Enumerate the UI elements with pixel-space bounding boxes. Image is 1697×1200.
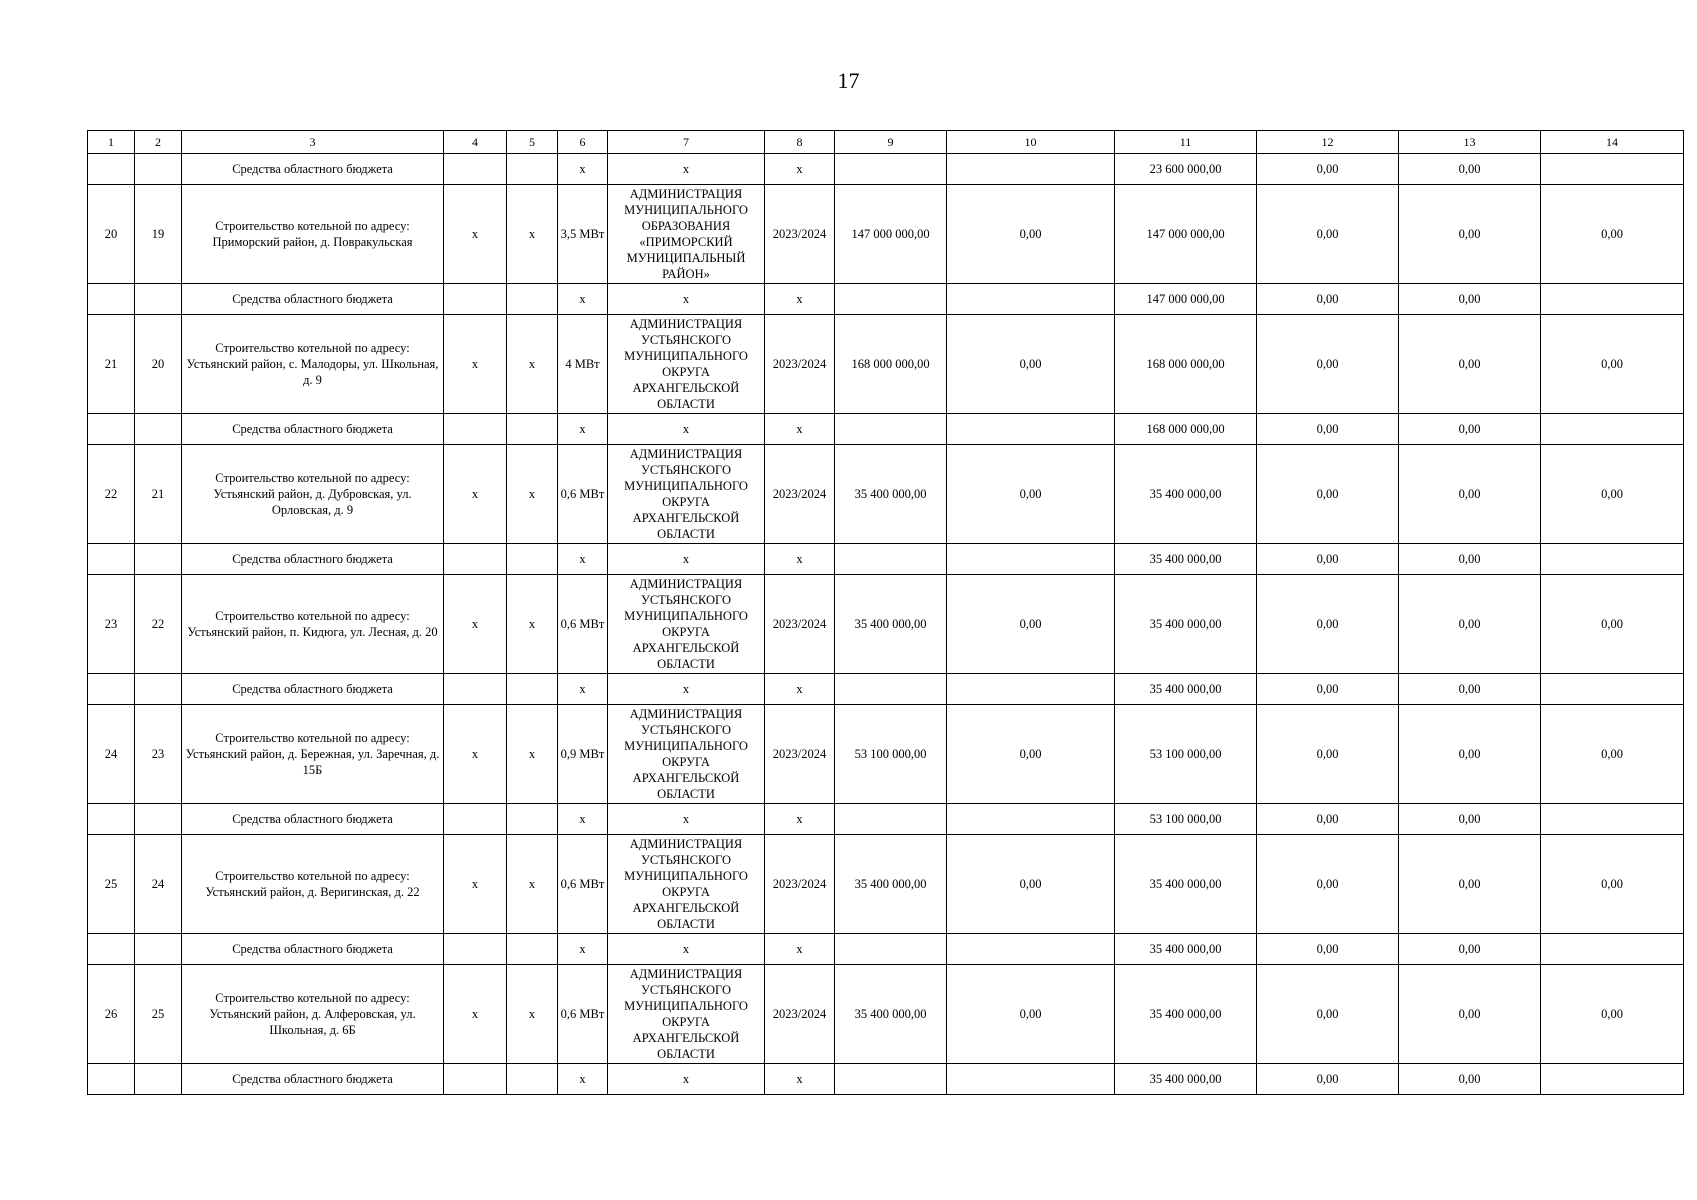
funding-source-name: Средства областного бюджета: [182, 154, 444, 185]
cell: х: [608, 674, 765, 705]
organization: АДМИНИСТРАЦИЯ УСТЬЯНСКОГО МУНИЦИПАЛЬНОГО ОКРУГА АРХАНГЕЛЬСКОЙ ОБЛАСТИ: [608, 705, 765, 804]
object-number: 22: [135, 575, 182, 674]
row-number: 25: [88, 835, 135, 934]
cell: 168 000 000,00: [1115, 414, 1257, 445]
cell: 35 400 000,00: [1115, 934, 1257, 965]
amount: 0,00: [1399, 315, 1541, 414]
amount: 0,00: [947, 445, 1115, 544]
amount: 147 000 000,00: [835, 185, 947, 284]
cell: х: [765, 934, 835, 965]
cell: 53 100 000,00: [1115, 804, 1257, 835]
amount: 35 400 000,00: [835, 835, 947, 934]
organization: АДМИНИСТРАЦИЯ МУНИЦИПАЛЬНОГО ОБРАЗОВАНИЯ «ПРИМОРСКИЙ МУНИЦИПАЛЬНЫЙ РАЙОН»: [608, 185, 765, 284]
table-row: [88, 575, 1684, 674]
cell: х: [558, 414, 608, 445]
cell: х: [507, 575, 558, 674]
row-number: 24: [88, 705, 135, 804]
cell: 0,00: [1257, 414, 1399, 445]
capacity: 4 МВт: [558, 315, 608, 414]
funding-source-row: [88, 1064, 1684, 1095]
funding-source-name: Средства областного бюджета: [182, 414, 444, 445]
capacity: 0,9 МВт: [558, 705, 608, 804]
period: 2023/2024: [765, 575, 835, 674]
amount: 0,00: [947, 965, 1115, 1064]
cell: х: [507, 315, 558, 414]
cell: 0,00: [1257, 674, 1399, 705]
funding-source-name: Средства областного бюджета: [182, 674, 444, 705]
cell: х: [608, 544, 765, 575]
amount: 0,00: [1257, 185, 1399, 284]
object-number: 25: [135, 965, 182, 1064]
amount: 35 400 000,00: [835, 965, 947, 1064]
amount: 0,00: [1541, 575, 1684, 674]
row-number: 20: [88, 185, 135, 284]
period: 2023/2024: [765, 835, 835, 934]
amount: 0,00: [1399, 835, 1541, 934]
amount: 53 100 000,00: [835, 705, 947, 804]
header-cell: 1: [88, 131, 135, 154]
cell: х: [608, 154, 765, 185]
organization: АДМИНИСТРАЦИЯ УСТЬЯНСКОГО МУНИЦИПАЛЬНОГО ОКРУГА АРХАНГЕЛЬСКОЙ ОБЛАСТИ: [608, 445, 765, 544]
object-number: 24: [135, 835, 182, 934]
amount: 0,00: [1399, 575, 1541, 674]
funding-source-row: [88, 804, 1684, 835]
amount: 0,00: [1257, 835, 1399, 934]
capacity: 0,6 МВт: [558, 445, 608, 544]
capacity: 0,6 МВт: [558, 835, 608, 934]
object-name: Строительство котельной по адресу: Устьянский район, с. Малодоры, ул. Школьная, д. 9: [182, 315, 444, 414]
cell: х: [765, 1064, 835, 1095]
object-name: Строительство котельной по адресу: Устьянский район, д. Бережная, ул. Заречная, д. 15Б: [182, 705, 444, 804]
cell: х: [444, 705, 507, 804]
table-row: [88, 445, 1684, 544]
header-row: [88, 131, 1684, 154]
cell: х: [444, 185, 507, 284]
amount: 53 100 000,00: [1115, 705, 1257, 804]
cell: 0,00: [1399, 1064, 1541, 1095]
header-cell: 9: [835, 131, 947, 154]
cell: 0,00: [1399, 414, 1541, 445]
object-number: 21: [135, 445, 182, 544]
header-cell: 2: [135, 131, 182, 154]
organization: АДМИНИСТРАЦИЯ УСТЬЯНСКОГО МУНИЦИПАЛЬНОГО ОКРУГА АРХАНГЕЛЬСКОЙ ОБЛАСТИ: [608, 835, 765, 934]
header-cell: 10: [947, 131, 1115, 154]
funding-source-name: Средства областного бюджета: [182, 934, 444, 965]
amount: 0,00: [947, 185, 1115, 284]
amount: 147 000 000,00: [1115, 185, 1257, 284]
amount: 0,00: [1541, 315, 1684, 414]
funding-source-row: [88, 544, 1684, 575]
cell: 35 400 000,00: [1115, 674, 1257, 705]
amount: 35 400 000,00: [1115, 965, 1257, 1064]
header-cell: 8: [765, 131, 835, 154]
cell: 0,00: [1399, 804, 1541, 835]
cell: х: [507, 835, 558, 934]
cell: 0,00: [1257, 934, 1399, 965]
amount: 0,00: [1399, 185, 1541, 284]
cell: х: [507, 185, 558, 284]
period: 2023/2024: [765, 315, 835, 414]
cell: 0,00: [1399, 284, 1541, 315]
amount: 168 000 000,00: [1115, 315, 1257, 414]
funding-source-name: Средства областного бюджета: [182, 804, 444, 835]
organization: АДМИНИСТРАЦИЯ УСТЬЯНСКОГО МУНИЦИПАЛЬНОГО ОКРУГА АРХАНГЕЛЬСКОЙ ОБЛАСТИ: [608, 315, 765, 414]
cell: 0,00: [1257, 284, 1399, 315]
header-cell: 4: [444, 131, 507, 154]
row-number: 22: [88, 445, 135, 544]
amount: 0,00: [1399, 965, 1541, 1064]
cell: 35 400 000,00: [1115, 1064, 1257, 1095]
amount: 0,00: [1257, 445, 1399, 544]
cell: х: [444, 575, 507, 674]
funding-source-row: [88, 414, 1684, 445]
amount: 168 000 000,00: [835, 315, 947, 414]
cell: х: [507, 965, 558, 1064]
cell: х: [558, 154, 608, 185]
amount: 0,00: [1257, 575, 1399, 674]
cell: х: [444, 315, 507, 414]
cell: х: [444, 835, 507, 934]
amount: 0,00: [947, 705, 1115, 804]
funding-source-row: [88, 934, 1684, 965]
object-name: Строительство котельной по адресу: Устьянский район, п. Кидюга, ул. Лесная, д. 20: [182, 575, 444, 674]
object-number: 19: [135, 185, 182, 284]
row-number: 23: [88, 575, 135, 674]
cell: х: [444, 965, 507, 1064]
cell: 0,00: [1399, 154, 1541, 185]
header-cell: 14: [1541, 131, 1684, 154]
cell: х: [765, 154, 835, 185]
object-name: Строительство котельной по адресу: Устьянский район, д. Веригинская, д. 22: [182, 835, 444, 934]
cell: х: [558, 804, 608, 835]
cell: 0,00: [1399, 674, 1541, 705]
organization: АДМИНИСТРАЦИЯ УСТЬЯНСКОГО МУНИЦИПАЛЬНОГО ОКРУГА АРХАНГЕЛЬСКОЙ ОБЛАСТИ: [608, 965, 765, 1064]
header-cell: 7: [608, 131, 765, 154]
cell: 23 600 000,00: [1115, 154, 1257, 185]
amount: 35 400 000,00: [835, 445, 947, 544]
header-cell: 5: [507, 131, 558, 154]
amount: 35 400 000,00: [1115, 835, 1257, 934]
budget-table: [87, 130, 1684, 1095]
cell: х: [507, 445, 558, 544]
cell: 0,00: [1257, 1064, 1399, 1095]
cell: х: [608, 934, 765, 965]
cell: 147 000 000,00: [1115, 284, 1257, 315]
cell: х: [765, 414, 835, 445]
object-number: 20: [135, 315, 182, 414]
amount: 0,00: [1541, 835, 1684, 934]
period: 2023/2024: [765, 965, 835, 1064]
amount: 35 400 000,00: [1115, 575, 1257, 674]
row-number: 21: [88, 315, 135, 414]
cell: х: [608, 1064, 765, 1095]
amount: 0,00: [947, 835, 1115, 934]
row-number: 26: [88, 965, 135, 1064]
header-cell: 11: [1115, 131, 1257, 154]
amount: 0,00: [1399, 705, 1541, 804]
amount: 0,00: [1257, 965, 1399, 1064]
cell: х: [608, 414, 765, 445]
object-number: 23: [135, 705, 182, 804]
amount: 0,00: [947, 315, 1115, 414]
period: 2023/2024: [765, 445, 835, 544]
organization: АДМИНИСТРАЦИЯ УСТЬЯНСКОГО МУНИЦИПАЛЬНОГО ОКРУГА АРХАНГЕЛЬСКОЙ ОБЛАСТИ: [608, 575, 765, 674]
funding-source-name: Средства областного бюджета: [182, 1064, 444, 1095]
header-cell: 6: [558, 131, 608, 154]
cell: х: [558, 1064, 608, 1095]
funding-source-name: Средства областного бюджета: [182, 284, 444, 315]
cell: х: [558, 674, 608, 705]
object-name: Строительство котельной по адресу: Приморский район, д. Повракульская: [182, 185, 444, 284]
amount: 0,00: [1399, 445, 1541, 544]
table-row: [88, 835, 1684, 934]
table-row: [88, 315, 1684, 414]
cell: х: [558, 934, 608, 965]
funding-source-name: Средства областного бюджета: [182, 544, 444, 575]
table-row: [88, 185, 1684, 284]
amount: 35 400 000,00: [835, 575, 947, 674]
table-row: [88, 965, 1684, 1064]
cell: 0,00: [1257, 804, 1399, 835]
cell: 0,00: [1399, 544, 1541, 575]
funding-source-row: [88, 674, 1684, 705]
header-cell: 12: [1257, 131, 1399, 154]
capacity: 3,5 МВт: [558, 185, 608, 284]
cell: 0,00: [1257, 154, 1399, 185]
cell: х: [765, 804, 835, 835]
funding-source-row: [88, 284, 1684, 315]
cell: х: [558, 544, 608, 575]
funding-source-row: [88, 154, 1684, 185]
capacity: 0,6 МВт: [558, 965, 608, 1064]
page-number: 17: [837, 68, 860, 93]
object-name: Строительство котельной по адресу: Устьянский район, д. Алферовская, ул. Школьная, д. 6Б: [182, 965, 444, 1064]
cell: х: [765, 544, 835, 575]
amount: 0,00: [1257, 705, 1399, 804]
cell: х: [558, 284, 608, 315]
table-row: [88, 705, 1684, 804]
amount: 0,00: [1541, 705, 1684, 804]
period: 2023/2024: [765, 705, 835, 804]
cell: х: [608, 804, 765, 835]
object-name: Строительство котельной по адресу: Устьянский район, д. Дубровская, ул. Орловская, д. 9: [182, 445, 444, 544]
amount: 0,00: [947, 575, 1115, 674]
amount: 0,00: [1541, 965, 1684, 1064]
cell: х: [608, 284, 765, 315]
amount: 0,00: [1541, 185, 1684, 284]
header-cell: 3: [182, 131, 444, 154]
cell: х: [765, 674, 835, 705]
cell: х: [765, 284, 835, 315]
amount: 35 400 000,00: [1115, 445, 1257, 544]
amount: 0,00: [1257, 315, 1399, 414]
amount: 0,00: [1541, 445, 1684, 544]
capacity: 0,6 МВт: [558, 575, 608, 674]
period: 2023/2024: [765, 185, 835, 284]
cell: х: [507, 705, 558, 804]
cell: 35 400 000,00: [1115, 544, 1257, 575]
cell: 0,00: [1257, 544, 1399, 575]
cell: х: [444, 445, 507, 544]
cell: 0,00: [1399, 934, 1541, 965]
header-cell: 13: [1399, 131, 1541, 154]
